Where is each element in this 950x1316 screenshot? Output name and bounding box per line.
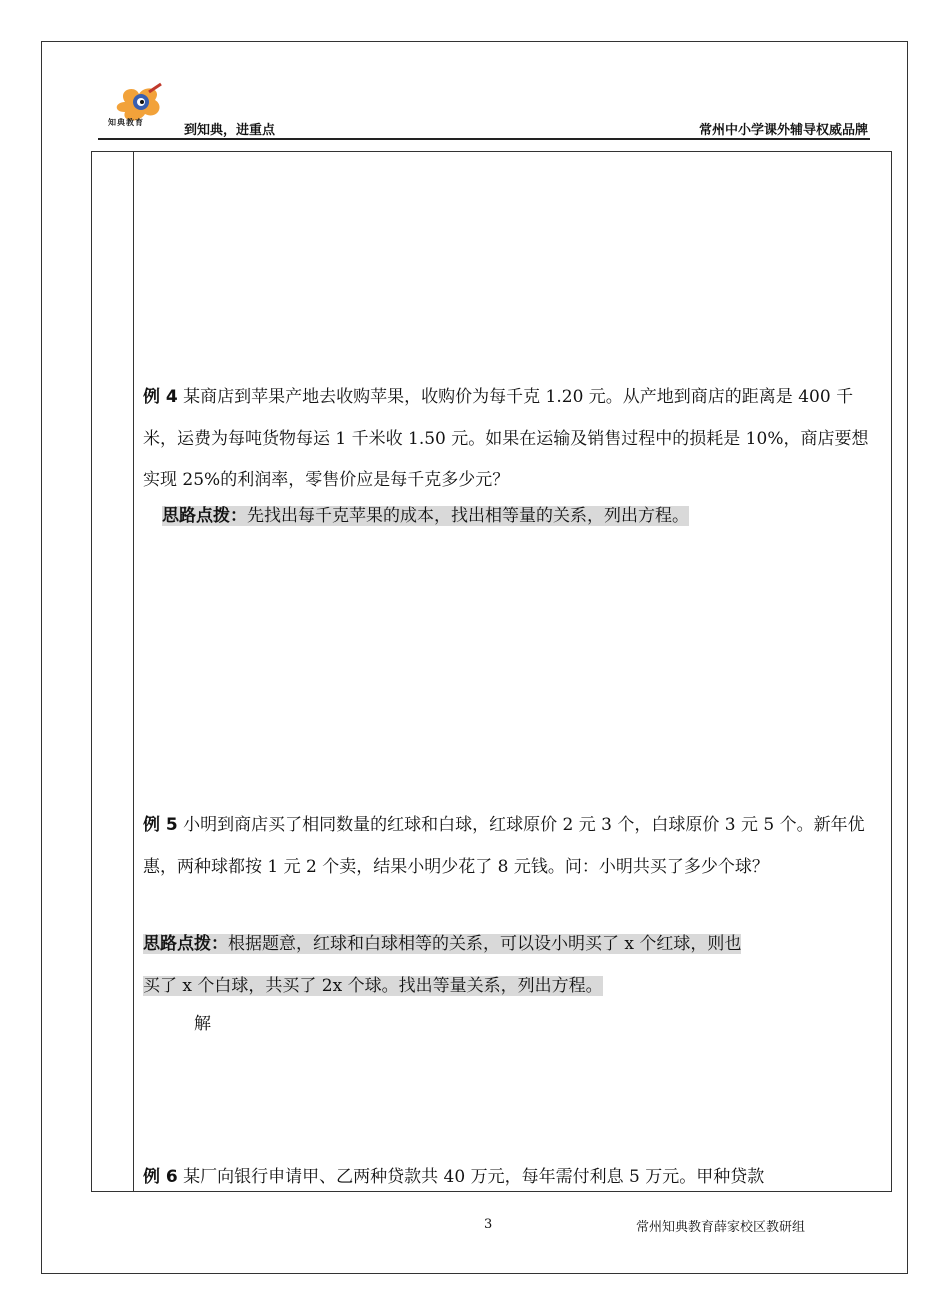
example-6-label: 例 6 [143,1167,178,1187]
footer-organization: 常州知典教育薛家校区教研组 [636,1220,806,1235]
example-4-label: 例 4 [143,387,178,407]
example-5-hint-label: 思路点拨： [143,934,228,954]
example-5-paragraph [143,805,883,888]
header-slogan-left: 到知典，进重点 [184,123,276,138]
example-5-label: 例 5 [143,815,178,835]
example-5-text: 小明到商店买了相同数量的红球和白球，红球原价 2 元 3 个，白球原价 3 元 5 个。新年优惠，两种球都按 1 元 2 个卖，结果小明少花了 8 元钱。问：小明共买了多少个球？ [143,815,865,877]
table-column-divider [133,151,134,1192]
example-4-hint-text: 先找出每千克苹果的成本，找出相等量的关系，列出方程。 [247,506,689,526]
example-5-hint-text-2: 买了 x 个白球，共买了 2x 个球。找出等量关系，列出方程。 [143,975,603,996]
example-6-text: 某厂向银行申请甲、乙两种贷款共 40 万元，每年需付利息 5 万元。甲种贷款 [177,1167,765,1187]
example-6-paragraph [143,1157,883,1199]
example-4-hint-label: 思路点拨： [162,506,247,526]
header-rule [98,138,870,140]
example-5-hint [143,924,883,1007]
example-4-paragraph [143,377,883,502]
logo-text: 知典教育 [108,118,144,127]
header-slogan-right: 常州中小学课外辅导权威品牌 [698,123,868,138]
example-4-text: 某商店到苹果产地去收购苹果，收购价为每千克 1.20 元。从产地到商店的距离是 400 千米，运费为每吨货物每运 1 千米收 1.50 元。如果在运输及销售过程中的损耗是 10%，商店要想实现 25%的利润率，零售价应是每千克多少元？ [143,387,869,490]
example-5-solution: 解 [194,1014,211,1034]
footer-page-number: 3 [484,1217,493,1232]
example-5-hint-text-1: 根据题意，红球和白球相等的关系，可以设小明买了 x 个红球，则也 [228,934,742,954]
example-4-hint [162,496,862,538]
